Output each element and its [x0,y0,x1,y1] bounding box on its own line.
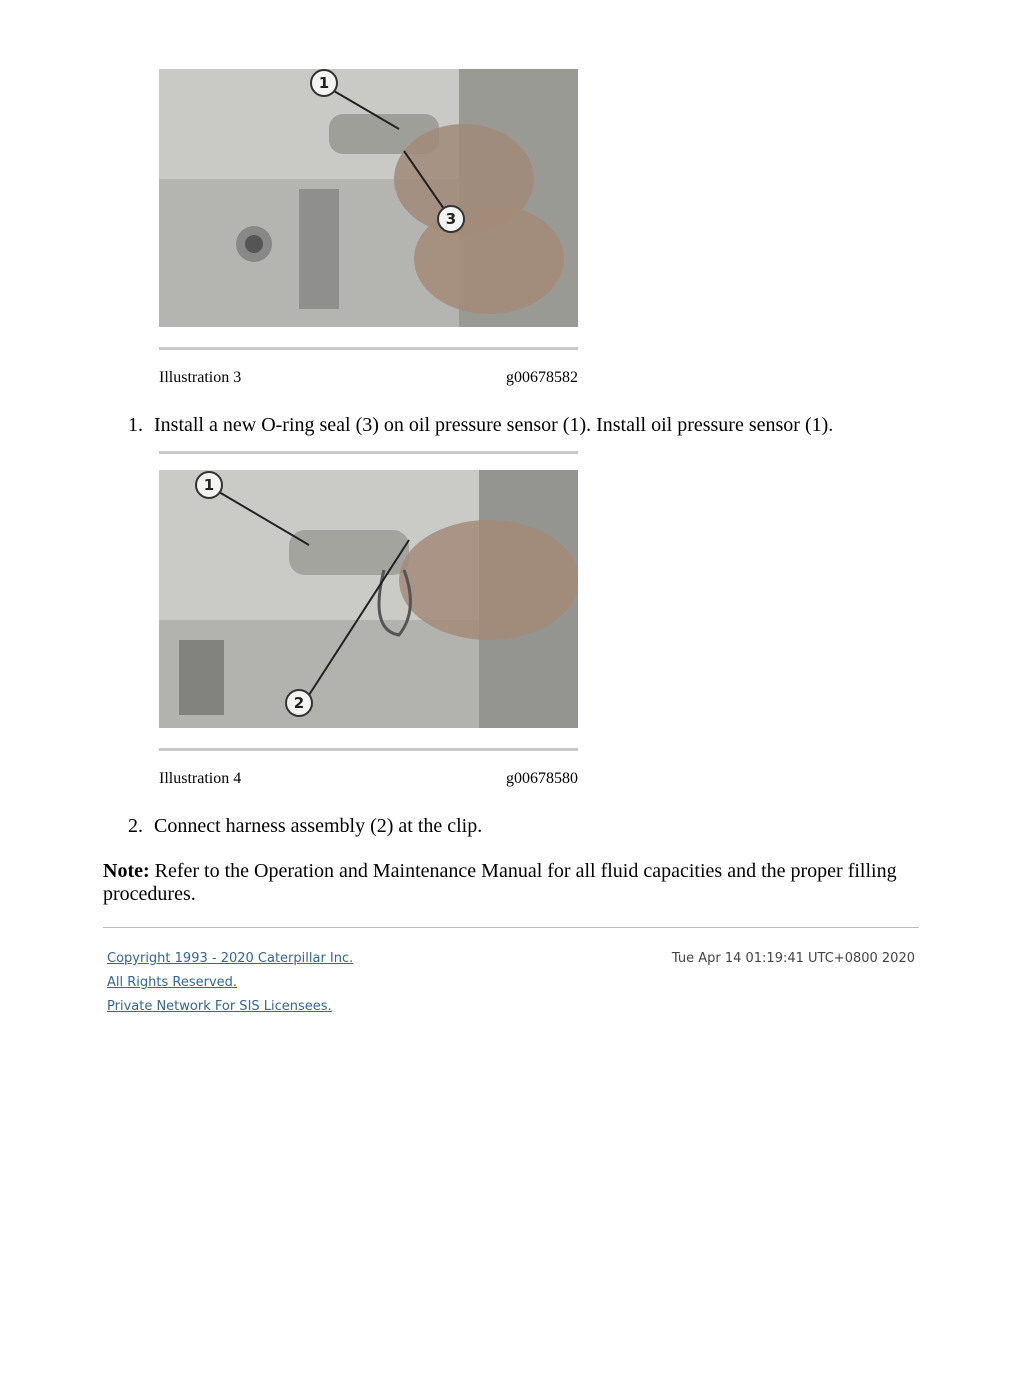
step-number: 1. [128,414,143,436]
caption-label: Illustration 4 [159,770,242,787]
figure-caption [159,770,578,788]
figure-caption [159,369,578,387]
caption-id: g00678580 [506,770,578,787]
figure-divider [159,347,578,350]
callout-1: 1 [318,74,330,92]
caption-label: Illustration 3 [159,369,242,386]
step-2 [128,815,482,838]
note-text: Refer to the Operation and Maintenance Manual for all fluid capacities and the proper filling procedures. [103,860,897,905]
figure-divider [159,748,578,751]
engine-photo-drawing [159,69,578,327]
callout-2: 2 [293,694,305,712]
callout-1: 1 [203,476,215,494]
footer-timestamp: Tue Apr 14 01:19:41 UTC+0800 2020 [671,951,915,966]
step-number: 2. [128,815,143,837]
note-label: Note: [103,860,150,882]
engine-photo-illustration-4 [159,470,578,728]
engine-photo-drawing [159,470,578,728]
rights-link[interactable]: All Rights Reserved. [107,975,238,990]
callout-3: 3 [445,210,457,228]
network-link[interactable]: Private Network For SIS Licensees. [107,999,332,1014]
step-text: Install a new O-ring seal (3) on oil pressure sensor (1). Install oil pressure sensor (1). [154,414,834,436]
caption-id: g00678582 [506,369,578,386]
engine-photo-illustration-3 [159,69,578,327]
figure-divider-top [159,451,578,454]
step-text: Connect harness assembly (2) at the clip. [154,815,483,837]
footer-divider [103,927,919,928]
copyright-link[interactable]: Copyright 1993 - 2020 Caterpillar Inc. [107,951,354,966]
note-paragraph [103,860,903,906]
step-1 [128,414,833,437]
